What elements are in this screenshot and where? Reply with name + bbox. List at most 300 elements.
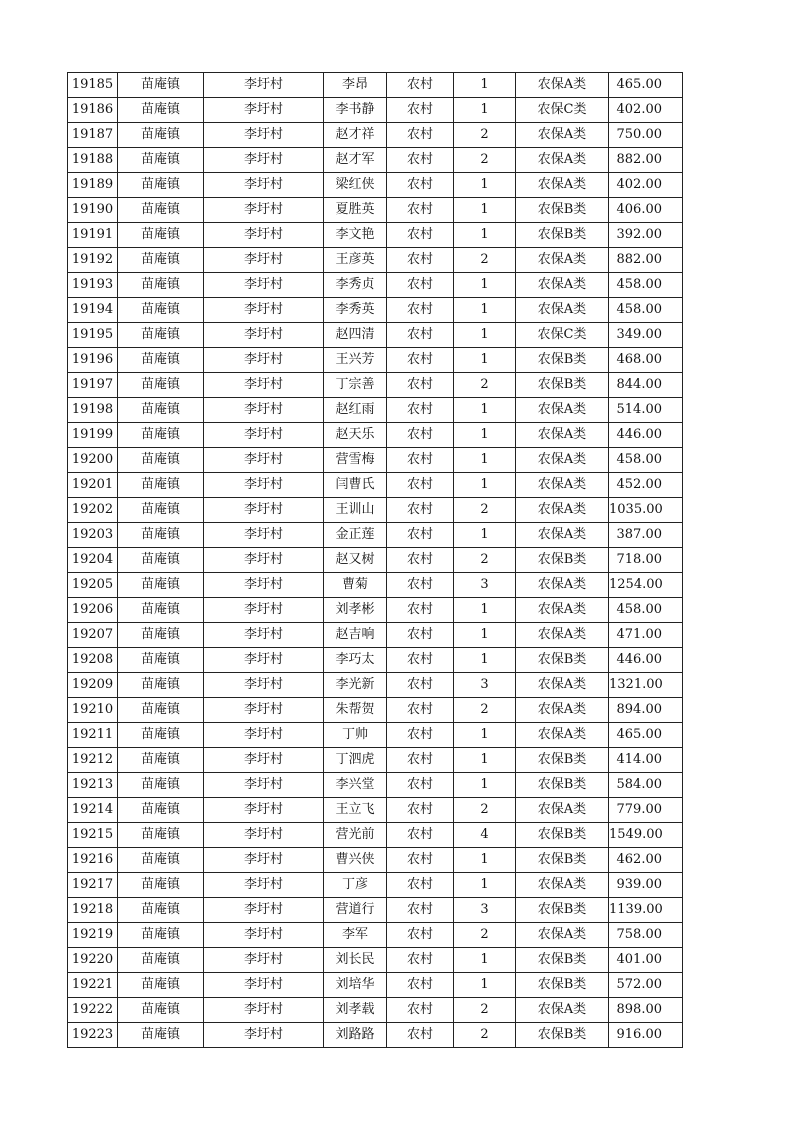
village-cell: 李圩村 bbox=[204, 598, 324, 623]
insurance-category-cell: 农保A类 bbox=[516, 598, 609, 623]
name-cell: 王训山 bbox=[324, 498, 387, 523]
table-row bbox=[68, 748, 683, 773]
town-cell: 苗庵镇 bbox=[118, 623, 204, 648]
table-row bbox=[68, 473, 683, 498]
table-row bbox=[68, 73, 683, 98]
table-row bbox=[68, 948, 683, 973]
amount-cell: 471.00 bbox=[609, 623, 683, 648]
village-cell: 李圩村 bbox=[204, 323, 324, 348]
name-cell: 夏胜英 bbox=[324, 198, 387, 223]
town-cell: 苗庵镇 bbox=[118, 373, 204, 398]
amount-cell: 1254.00 bbox=[609, 573, 683, 598]
insurance-category-cell: 农保A类 bbox=[516, 398, 609, 423]
person-count-cell: 1 bbox=[454, 223, 516, 248]
village-cell: 李圩村 bbox=[204, 523, 324, 548]
town-cell: 苗庵镇 bbox=[118, 948, 204, 973]
table-row bbox=[68, 848, 683, 873]
village-cell: 李圩村 bbox=[204, 873, 324, 898]
amount-cell: 446.00 bbox=[609, 423, 683, 448]
amount-cell: 465.00 bbox=[609, 723, 683, 748]
insurance-category-cell: 农保A类 bbox=[516, 448, 609, 473]
table-row bbox=[68, 1023, 683, 1048]
village-cell: 李圩村 bbox=[204, 198, 324, 223]
record-id-cell: 19212 bbox=[68, 748, 118, 773]
amount-cell: 402.00 bbox=[609, 173, 683, 198]
town-cell: 苗庵镇 bbox=[118, 498, 204, 523]
record-id-cell: 19186 bbox=[68, 98, 118, 123]
table-row bbox=[68, 448, 683, 473]
name-cell: 李书静 bbox=[324, 98, 387, 123]
village-cell: 李圩村 bbox=[204, 898, 324, 923]
village-cell: 李圩村 bbox=[204, 548, 324, 573]
person-count-cell: 1 bbox=[454, 473, 516, 498]
insurance-category-cell: 农保A类 bbox=[516, 473, 609, 498]
record-id-cell: 19187 bbox=[68, 123, 118, 148]
household-type-cell: 农村 bbox=[387, 273, 454, 298]
record-id-cell: 19215 bbox=[68, 823, 118, 848]
table-row bbox=[68, 423, 683, 448]
insurance-category-cell: 农保A类 bbox=[516, 923, 609, 948]
village-cell: 李圩村 bbox=[204, 823, 324, 848]
person-count-cell: 1 bbox=[454, 748, 516, 773]
person-count-cell: 2 bbox=[454, 498, 516, 523]
name-cell: 赵才军 bbox=[324, 148, 387, 173]
household-type-cell: 农村 bbox=[387, 623, 454, 648]
town-cell: 苗庵镇 bbox=[118, 898, 204, 923]
amount-cell: 1321.00 bbox=[609, 673, 683, 698]
insurance-category-cell: 农保B类 bbox=[516, 223, 609, 248]
table-row bbox=[68, 198, 683, 223]
village-cell: 李圩村 bbox=[204, 998, 324, 1023]
village-cell: 李圩村 bbox=[204, 648, 324, 673]
record-id-cell: 19193 bbox=[68, 273, 118, 298]
record-id-cell: 19205 bbox=[68, 573, 118, 598]
insurance-category-cell: 农保B类 bbox=[516, 548, 609, 573]
insurance-category-cell: 农保A类 bbox=[516, 248, 609, 273]
insurance-category-cell: 农保B类 bbox=[516, 773, 609, 798]
name-cell: 赵吉响 bbox=[324, 623, 387, 648]
person-count-cell: 2 bbox=[454, 148, 516, 173]
village-cell: 李圩村 bbox=[204, 798, 324, 823]
table-row bbox=[68, 148, 683, 173]
insurance-category-cell: 农保A类 bbox=[516, 623, 609, 648]
person-count-cell: 2 bbox=[454, 373, 516, 398]
record-id-cell: 19201 bbox=[68, 473, 118, 498]
person-count-cell: 2 bbox=[454, 998, 516, 1023]
amount-cell: 414.00 bbox=[609, 748, 683, 773]
record-id-cell: 19188 bbox=[68, 148, 118, 173]
town-cell: 苗庵镇 bbox=[118, 98, 204, 123]
record-id-cell: 19221 bbox=[68, 973, 118, 998]
person-count-cell: 4 bbox=[454, 823, 516, 848]
table-row bbox=[68, 923, 683, 948]
table-row bbox=[68, 873, 683, 898]
household-type-cell: 农村 bbox=[387, 223, 454, 248]
amount-cell: 1139.00 bbox=[609, 898, 683, 923]
household-type-cell: 农村 bbox=[387, 673, 454, 698]
name-cell: 丁彦 bbox=[324, 873, 387, 898]
name-cell: 赵又树 bbox=[324, 548, 387, 573]
town-cell: 苗庵镇 bbox=[118, 148, 204, 173]
record-id-cell: 19199 bbox=[68, 423, 118, 448]
table-row bbox=[68, 498, 683, 523]
amount-cell: 349.00 bbox=[609, 323, 683, 348]
village-cell: 李圩村 bbox=[204, 573, 324, 598]
person-count-cell: 1 bbox=[454, 848, 516, 873]
household-type-cell: 农村 bbox=[387, 648, 454, 673]
name-cell: 李巧太 bbox=[324, 648, 387, 673]
name-cell: 李秀贞 bbox=[324, 273, 387, 298]
record-id-cell: 19210 bbox=[68, 698, 118, 723]
village-cell: 李圩村 bbox=[204, 948, 324, 973]
record-id-cell: 19208 bbox=[68, 648, 118, 673]
person-count-cell: 3 bbox=[454, 898, 516, 923]
town-cell: 苗庵镇 bbox=[118, 773, 204, 798]
person-count-cell: 1 bbox=[454, 773, 516, 798]
town-cell: 苗庵镇 bbox=[118, 123, 204, 148]
insurance-category-cell: 农保A类 bbox=[516, 273, 609, 298]
village-cell: 李圩村 bbox=[204, 373, 324, 398]
person-count-cell: 1 bbox=[454, 323, 516, 348]
person-count-cell: 1 bbox=[454, 73, 516, 98]
household-type-cell: 农村 bbox=[387, 748, 454, 773]
town-cell: 苗庵镇 bbox=[118, 248, 204, 273]
town-cell: 苗庵镇 bbox=[118, 223, 204, 248]
record-id-cell: 19213 bbox=[68, 773, 118, 798]
record-id-cell: 19185 bbox=[68, 73, 118, 98]
insurance-category-cell: 农保A类 bbox=[516, 698, 609, 723]
town-cell: 苗庵镇 bbox=[118, 73, 204, 98]
amount-cell: 458.00 bbox=[609, 598, 683, 623]
table-row bbox=[68, 248, 683, 273]
amount-cell: 446.00 bbox=[609, 648, 683, 673]
town-cell: 苗庵镇 bbox=[118, 173, 204, 198]
person-count-cell: 2 bbox=[454, 798, 516, 823]
town-cell: 苗庵镇 bbox=[118, 598, 204, 623]
town-cell: 苗庵镇 bbox=[118, 648, 204, 673]
name-cell: 金正莲 bbox=[324, 523, 387, 548]
household-type-cell: 农村 bbox=[387, 123, 454, 148]
table-row bbox=[68, 898, 683, 923]
record-id-cell: 19206 bbox=[68, 598, 118, 623]
town-cell: 苗庵镇 bbox=[118, 873, 204, 898]
amount-cell: 468.00 bbox=[609, 348, 683, 373]
village-cell: 李圩村 bbox=[204, 173, 324, 198]
village-cell: 李圩村 bbox=[204, 723, 324, 748]
amount-cell: 458.00 bbox=[609, 448, 683, 473]
person-count-cell: 1 bbox=[454, 648, 516, 673]
name-cell: 营道行 bbox=[324, 898, 387, 923]
household-type-cell: 农村 bbox=[387, 548, 454, 573]
name-cell: 李光新 bbox=[324, 673, 387, 698]
record-id-cell: 19218 bbox=[68, 898, 118, 923]
insurance-category-cell: 农保B类 bbox=[516, 823, 609, 848]
name-cell: 刘孝彬 bbox=[324, 598, 387, 623]
table-row bbox=[68, 648, 683, 673]
town-cell: 苗庵镇 bbox=[118, 798, 204, 823]
record-id-cell: 19219 bbox=[68, 923, 118, 948]
name-cell: 刘长民 bbox=[324, 948, 387, 973]
town-cell: 苗庵镇 bbox=[118, 673, 204, 698]
insurance-category-cell: 农保B类 bbox=[516, 1023, 609, 1048]
household-type-cell: 农村 bbox=[387, 898, 454, 923]
town-cell: 苗庵镇 bbox=[118, 198, 204, 223]
household-type-cell: 农村 bbox=[387, 998, 454, 1023]
village-cell: 李圩村 bbox=[204, 298, 324, 323]
person-count-cell: 1 bbox=[454, 948, 516, 973]
table-row bbox=[68, 698, 683, 723]
town-cell: 苗庵镇 bbox=[118, 348, 204, 373]
table-row bbox=[68, 773, 683, 798]
name-cell: 丁泗虎 bbox=[324, 748, 387, 773]
insurance-category-cell: 农保A类 bbox=[516, 798, 609, 823]
person-count-cell: 2 bbox=[454, 1023, 516, 1048]
amount-cell: 458.00 bbox=[609, 298, 683, 323]
insurance-category-cell: 农保C类 bbox=[516, 323, 609, 348]
table-row bbox=[68, 298, 683, 323]
town-cell: 苗庵镇 bbox=[118, 273, 204, 298]
household-type-cell: 农村 bbox=[387, 248, 454, 273]
person-count-cell: 1 bbox=[454, 298, 516, 323]
amount-cell: 572.00 bbox=[609, 973, 683, 998]
name-cell: 营雪梅 bbox=[324, 448, 387, 473]
insurance-category-cell: 农保A类 bbox=[516, 423, 609, 448]
household-type-cell: 农村 bbox=[387, 473, 454, 498]
village-cell: 李圩村 bbox=[204, 73, 324, 98]
town-cell: 苗庵镇 bbox=[118, 448, 204, 473]
town-cell: 苗庵镇 bbox=[118, 298, 204, 323]
town-cell: 苗庵镇 bbox=[118, 398, 204, 423]
household-type-cell: 农村 bbox=[387, 373, 454, 398]
village-cell: 李圩村 bbox=[204, 423, 324, 448]
insurance-category-cell: 农保A类 bbox=[516, 873, 609, 898]
name-cell: 李昂 bbox=[324, 73, 387, 98]
amount-cell: 758.00 bbox=[609, 923, 683, 948]
household-type-cell: 农村 bbox=[387, 773, 454, 798]
insurance-category-cell: 农保A类 bbox=[516, 148, 609, 173]
roster-table bbox=[67, 72, 683, 1048]
household-type-cell: 农村 bbox=[387, 1023, 454, 1048]
household-type-cell: 农村 bbox=[387, 873, 454, 898]
village-cell: 李圩村 bbox=[204, 273, 324, 298]
insurance-category-cell: 农保A类 bbox=[516, 173, 609, 198]
household-type-cell: 农村 bbox=[387, 73, 454, 98]
village-cell: 李圩村 bbox=[204, 973, 324, 998]
insurance-category-cell: 农保A类 bbox=[516, 673, 609, 698]
village-cell: 李圩村 bbox=[204, 98, 324, 123]
amount-cell: 1035.00 bbox=[609, 498, 683, 523]
person-count-cell: 3 bbox=[454, 673, 516, 698]
village-cell: 李圩村 bbox=[204, 448, 324, 473]
record-id-cell: 19194 bbox=[68, 298, 118, 323]
record-id-cell: 19197 bbox=[68, 373, 118, 398]
record-id-cell: 19220 bbox=[68, 948, 118, 973]
record-id-cell: 19198 bbox=[68, 398, 118, 423]
record-id-cell: 19203 bbox=[68, 523, 118, 548]
village-cell: 李圩村 bbox=[204, 923, 324, 948]
village-cell: 李圩村 bbox=[204, 473, 324, 498]
amount-cell: 750.00 bbox=[609, 123, 683, 148]
name-cell: 刘孝载 bbox=[324, 998, 387, 1023]
amount-cell: 465.00 bbox=[609, 73, 683, 98]
insurance-category-cell: 农保A类 bbox=[516, 998, 609, 1023]
household-type-cell: 农村 bbox=[387, 948, 454, 973]
record-id-cell: 19200 bbox=[68, 448, 118, 473]
town-cell: 苗庵镇 bbox=[118, 1023, 204, 1048]
household-type-cell: 农村 bbox=[387, 848, 454, 873]
village-cell: 李圩村 bbox=[204, 698, 324, 723]
town-cell: 苗庵镇 bbox=[118, 923, 204, 948]
insurance-category-cell: 农保B类 bbox=[516, 648, 609, 673]
table-row bbox=[68, 598, 683, 623]
record-id-cell: 19216 bbox=[68, 848, 118, 873]
person-count-cell: 2 bbox=[454, 248, 516, 273]
town-cell: 苗庵镇 bbox=[118, 723, 204, 748]
household-type-cell: 农村 bbox=[387, 398, 454, 423]
person-count-cell: 2 bbox=[454, 123, 516, 148]
household-type-cell: 农村 bbox=[387, 698, 454, 723]
insurance-category-cell: 农保A类 bbox=[516, 723, 609, 748]
household-type-cell: 农村 bbox=[387, 823, 454, 848]
table-row bbox=[68, 123, 683, 148]
record-id-cell: 19196 bbox=[68, 348, 118, 373]
record-id-cell: 19209 bbox=[68, 673, 118, 698]
town-cell: 苗庵镇 bbox=[118, 523, 204, 548]
town-cell: 苗庵镇 bbox=[118, 698, 204, 723]
name-cell: 曹菊 bbox=[324, 573, 387, 598]
town-cell: 苗庵镇 bbox=[118, 823, 204, 848]
name-cell: 朱帮贺 bbox=[324, 698, 387, 723]
record-id-cell: 19192 bbox=[68, 248, 118, 273]
household-type-cell: 农村 bbox=[387, 423, 454, 448]
record-id-cell: 19204 bbox=[68, 548, 118, 573]
table-row bbox=[68, 98, 683, 123]
person-count-cell: 1 bbox=[454, 598, 516, 623]
table-row bbox=[68, 323, 683, 348]
name-cell: 闫曹氏 bbox=[324, 473, 387, 498]
record-id-cell: 19189 bbox=[68, 173, 118, 198]
village-cell: 李圩村 bbox=[204, 848, 324, 873]
record-id-cell: 19191 bbox=[68, 223, 118, 248]
insurance-category-cell: 农保B类 bbox=[516, 198, 609, 223]
town-cell: 苗庵镇 bbox=[118, 848, 204, 873]
table-row bbox=[68, 823, 683, 848]
household-type-cell: 农村 bbox=[387, 198, 454, 223]
record-id-cell: 19195 bbox=[68, 323, 118, 348]
household-type-cell: 农村 bbox=[387, 98, 454, 123]
amount-cell: 392.00 bbox=[609, 223, 683, 248]
person-count-cell: 1 bbox=[454, 723, 516, 748]
record-id-cell: 19211 bbox=[68, 723, 118, 748]
amount-cell: 406.00 bbox=[609, 198, 683, 223]
amount-cell: 916.00 bbox=[609, 1023, 683, 1048]
record-id-cell: 19217 bbox=[68, 873, 118, 898]
name-cell: 丁帅 bbox=[324, 723, 387, 748]
amount-cell: 894.00 bbox=[609, 698, 683, 723]
town-cell: 苗庵镇 bbox=[118, 573, 204, 598]
amount-cell: 514.00 bbox=[609, 398, 683, 423]
table-row bbox=[68, 398, 683, 423]
amount-cell: 882.00 bbox=[609, 148, 683, 173]
name-cell: 李兴堂 bbox=[324, 773, 387, 798]
name-cell: 丁宗善 bbox=[324, 373, 387, 398]
name-cell: 赵才祥 bbox=[324, 123, 387, 148]
table-row bbox=[68, 373, 683, 398]
person-count-cell: 1 bbox=[454, 448, 516, 473]
town-cell: 苗庵镇 bbox=[118, 973, 204, 998]
name-cell: 李军 bbox=[324, 923, 387, 948]
insurance-category-cell: 农保B类 bbox=[516, 948, 609, 973]
insurance-category-cell: 农保A类 bbox=[516, 298, 609, 323]
insurance-category-cell: 农保B类 bbox=[516, 373, 609, 398]
name-cell: 李文艳 bbox=[324, 223, 387, 248]
amount-cell: 458.00 bbox=[609, 273, 683, 298]
table-row bbox=[68, 273, 683, 298]
insurance-category-cell: 农保B类 bbox=[516, 973, 609, 998]
person-count-cell: 3 bbox=[454, 573, 516, 598]
town-cell: 苗庵镇 bbox=[118, 423, 204, 448]
town-cell: 苗庵镇 bbox=[118, 323, 204, 348]
record-id-cell: 19214 bbox=[68, 798, 118, 823]
village-cell: 李圩村 bbox=[204, 773, 324, 798]
name-cell: 赵天乐 bbox=[324, 423, 387, 448]
village-cell: 李圩村 bbox=[204, 498, 324, 523]
table-row bbox=[68, 348, 683, 373]
amount-cell: 718.00 bbox=[609, 548, 683, 573]
name-cell: 刘路路 bbox=[324, 1023, 387, 1048]
person-count-cell: 1 bbox=[454, 98, 516, 123]
amount-cell: 882.00 bbox=[609, 248, 683, 273]
amount-cell: 584.00 bbox=[609, 773, 683, 798]
household-type-cell: 农村 bbox=[387, 973, 454, 998]
name-cell: 营光前 bbox=[324, 823, 387, 848]
amount-cell: 462.00 bbox=[609, 848, 683, 873]
amount-cell: 844.00 bbox=[609, 373, 683, 398]
table-row bbox=[68, 573, 683, 598]
person-count-cell: 1 bbox=[454, 973, 516, 998]
record-id-cell: 19222 bbox=[68, 998, 118, 1023]
table-row bbox=[68, 798, 683, 823]
name-cell: 王兴芳 bbox=[324, 348, 387, 373]
name-cell: 刘培华 bbox=[324, 973, 387, 998]
village-cell: 李圩村 bbox=[204, 623, 324, 648]
record-id-cell: 19190 bbox=[68, 198, 118, 223]
insurance-category-cell: 农保B类 bbox=[516, 848, 609, 873]
amount-cell: 401.00 bbox=[609, 948, 683, 973]
household-type-cell: 农村 bbox=[387, 173, 454, 198]
village-cell: 李圩村 bbox=[204, 248, 324, 273]
household-type-cell: 农村 bbox=[387, 498, 454, 523]
amount-cell: 1549.00 bbox=[609, 823, 683, 848]
household-type-cell: 农村 bbox=[387, 523, 454, 548]
table-row bbox=[68, 998, 683, 1023]
name-cell: 曹兴侠 bbox=[324, 848, 387, 873]
person-count-cell: 1 bbox=[454, 198, 516, 223]
person-count-cell: 2 bbox=[454, 923, 516, 948]
insurance-category-cell: 农保B类 bbox=[516, 348, 609, 373]
table-row bbox=[68, 673, 683, 698]
village-cell: 李圩村 bbox=[204, 223, 324, 248]
table-row bbox=[68, 723, 683, 748]
village-cell: 李圩村 bbox=[204, 123, 324, 148]
table-row bbox=[68, 173, 683, 198]
table-row bbox=[68, 973, 683, 998]
household-type-cell: 农村 bbox=[387, 323, 454, 348]
record-id-cell: 19202 bbox=[68, 498, 118, 523]
roster-body bbox=[68, 73, 683, 1048]
amount-cell: 898.00 bbox=[609, 998, 683, 1023]
insurance-category-cell: 农保B类 bbox=[516, 898, 609, 923]
